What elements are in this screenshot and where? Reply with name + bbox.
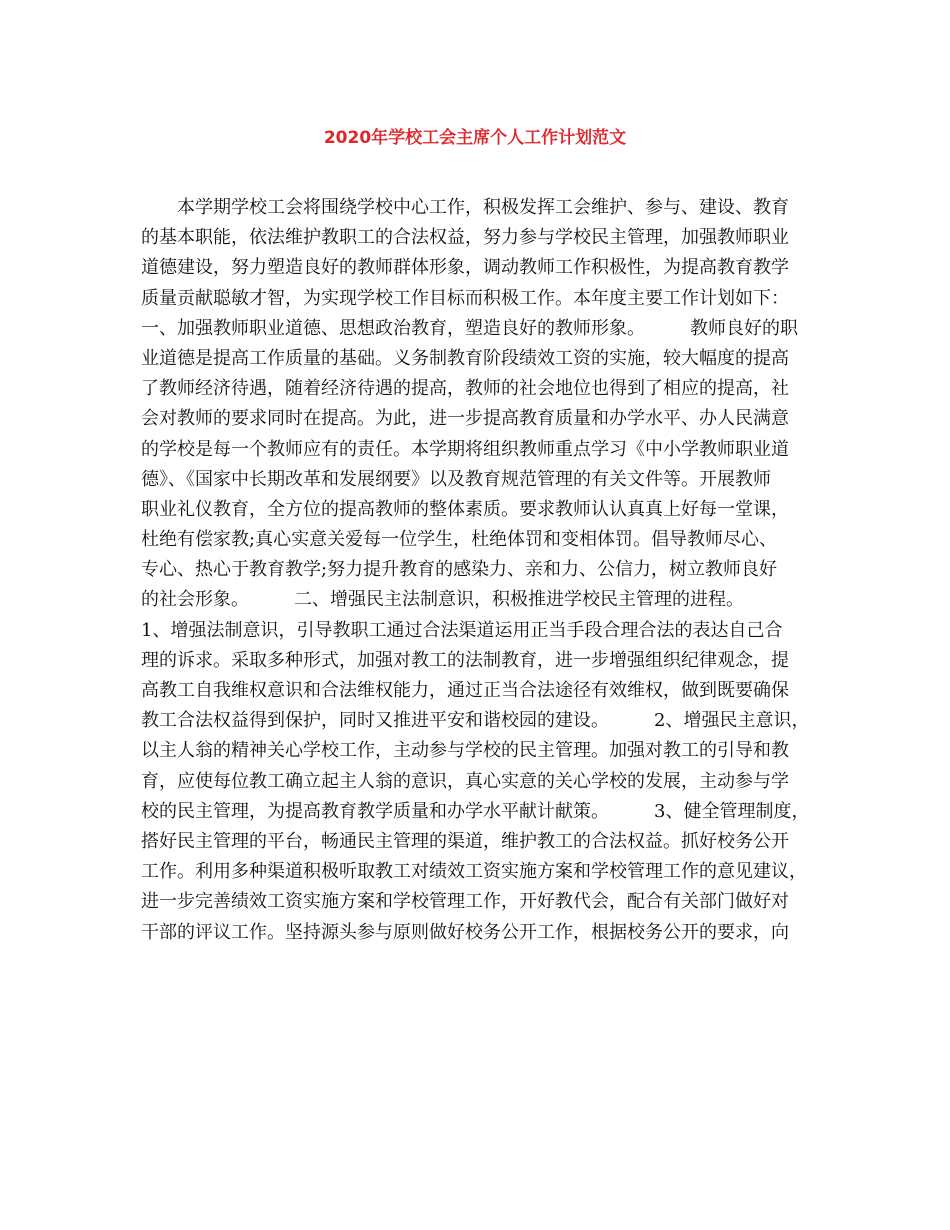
- body-line: 的社会形象。 二、增强民主法制意识，积极推进学校民主管理的进程。: [141, 589, 744, 611]
- body-line: 搭好民主管理的平台，畅通民主管理的渠道，维护教工的合法权益。抓好校务公开: [141, 830, 789, 852]
- body-line-text: 本学期学校工会将围绕学校中心工作，积极发挥工会维护、参与、建设、教育: [177, 197, 789, 218]
- body-line: 干部的评议工作。坚持源头参与原则做好校务公开工作，根据校务公开的要求，向: [141, 921, 789, 943]
- body-line: 业道德是提高工作质量的基础。义务制教育阶段绩效工资的实施，较大幅度的提高: [141, 347, 789, 369]
- body-line: [141, 193, 821, 223]
- body-line: 德》、《国家中长期改革和发展纲要》以及教育规范管理的有关文件等。开展教师: [141, 468, 771, 490]
- body-line: 道德建设，努力塑造良好的教师群体形象，调动教师工作积极性，为提高教育教学: [141, 257, 789, 279]
- body-line: 高教工自我维权意识和合法维权能力，通过正当合法途径有效维权，做到既要确保: [141, 680, 789, 701]
- body-line: 理的诉求。采取多种形式，加强对教工的法制教育，进一步增强组织纪律观念，提: [141, 649, 789, 671]
- body-line: 以主人翁的精神关心学校工作，主动参与学校的民主管理。加强对教工的引导和教: [141, 740, 789, 762]
- document-body: [141, 193, 821, 948]
- body-line: 职业礼仪教育，全方位的提高教师的整体素质。要求教师认认真真上好每一堂课，: [141, 498, 789, 520]
- body-line: 一、加强教师职业道德、思想政治教育，塑造良好的教师形象。 教师良好的职: [141, 317, 798, 339]
- body-line: 校的民主管理，为提高教育教学质量和办学水平献计献策。 3、健全管理制度，: [141, 800, 810, 822]
- body-line: 的学校是每一个教师应有的责任。本学期将组织教师重点学习《中小学教师职业道: [141, 438, 789, 460]
- body-line: 了教师经济待遇，随着经济待遇的提高，教师的社会地位也得到了相应的提高，社: [141, 378, 789, 400]
- body-line: 工作。利用多种渠道积极听取教工对绩效工资实施方案和学校管理工作的意见建议，: [141, 861, 807, 883]
- body-line: 育，应使每位教工确立起主人翁的意识，真心实意的关心学校的发展，主动参与学: [141, 770, 789, 792]
- body-line: 的基本职能，依法维护教职工的合法权益，努力参与学校民主管理，加强教师职业: [141, 227, 789, 249]
- body-line: 杜绝有偿家教;真心实意关爱每一位学生，杜绝体罚和变相体罚。倡导教师尽心、: [141, 529, 778, 551]
- body-line: 1、增强法制意识，引导教职工通过合法渠道运用正当手段合理合法的表达自己合: [141, 619, 783, 641]
- body-line: 专心、热心于教育教学;努力提升教育的感染力、亲和力、公信力，树立教师良好: [141, 559, 778, 581]
- body-line: 教工合法权益得到保护，同时又推进平安和谐校园的建设。 2、增强民主意识，: [141, 710, 810, 732]
- body-line: 会对教师的要求同时在提高。为此，进一步提高教育质量和办学水平、办人民满意: [141, 408, 789, 430]
- body-line: 质量贡献聪敏才智，为实现学校工作目标而积极工作。本年度主要工作计划如下：: [141, 287, 789, 309]
- document-title: 2020年学校工会主席个人工作计划范文: [323, 128, 627, 148]
- body-line: 进一步完善绩效工资实施方案和学校管理工作，开好教代会，配合有关部门做好对: [141, 891, 789, 913]
